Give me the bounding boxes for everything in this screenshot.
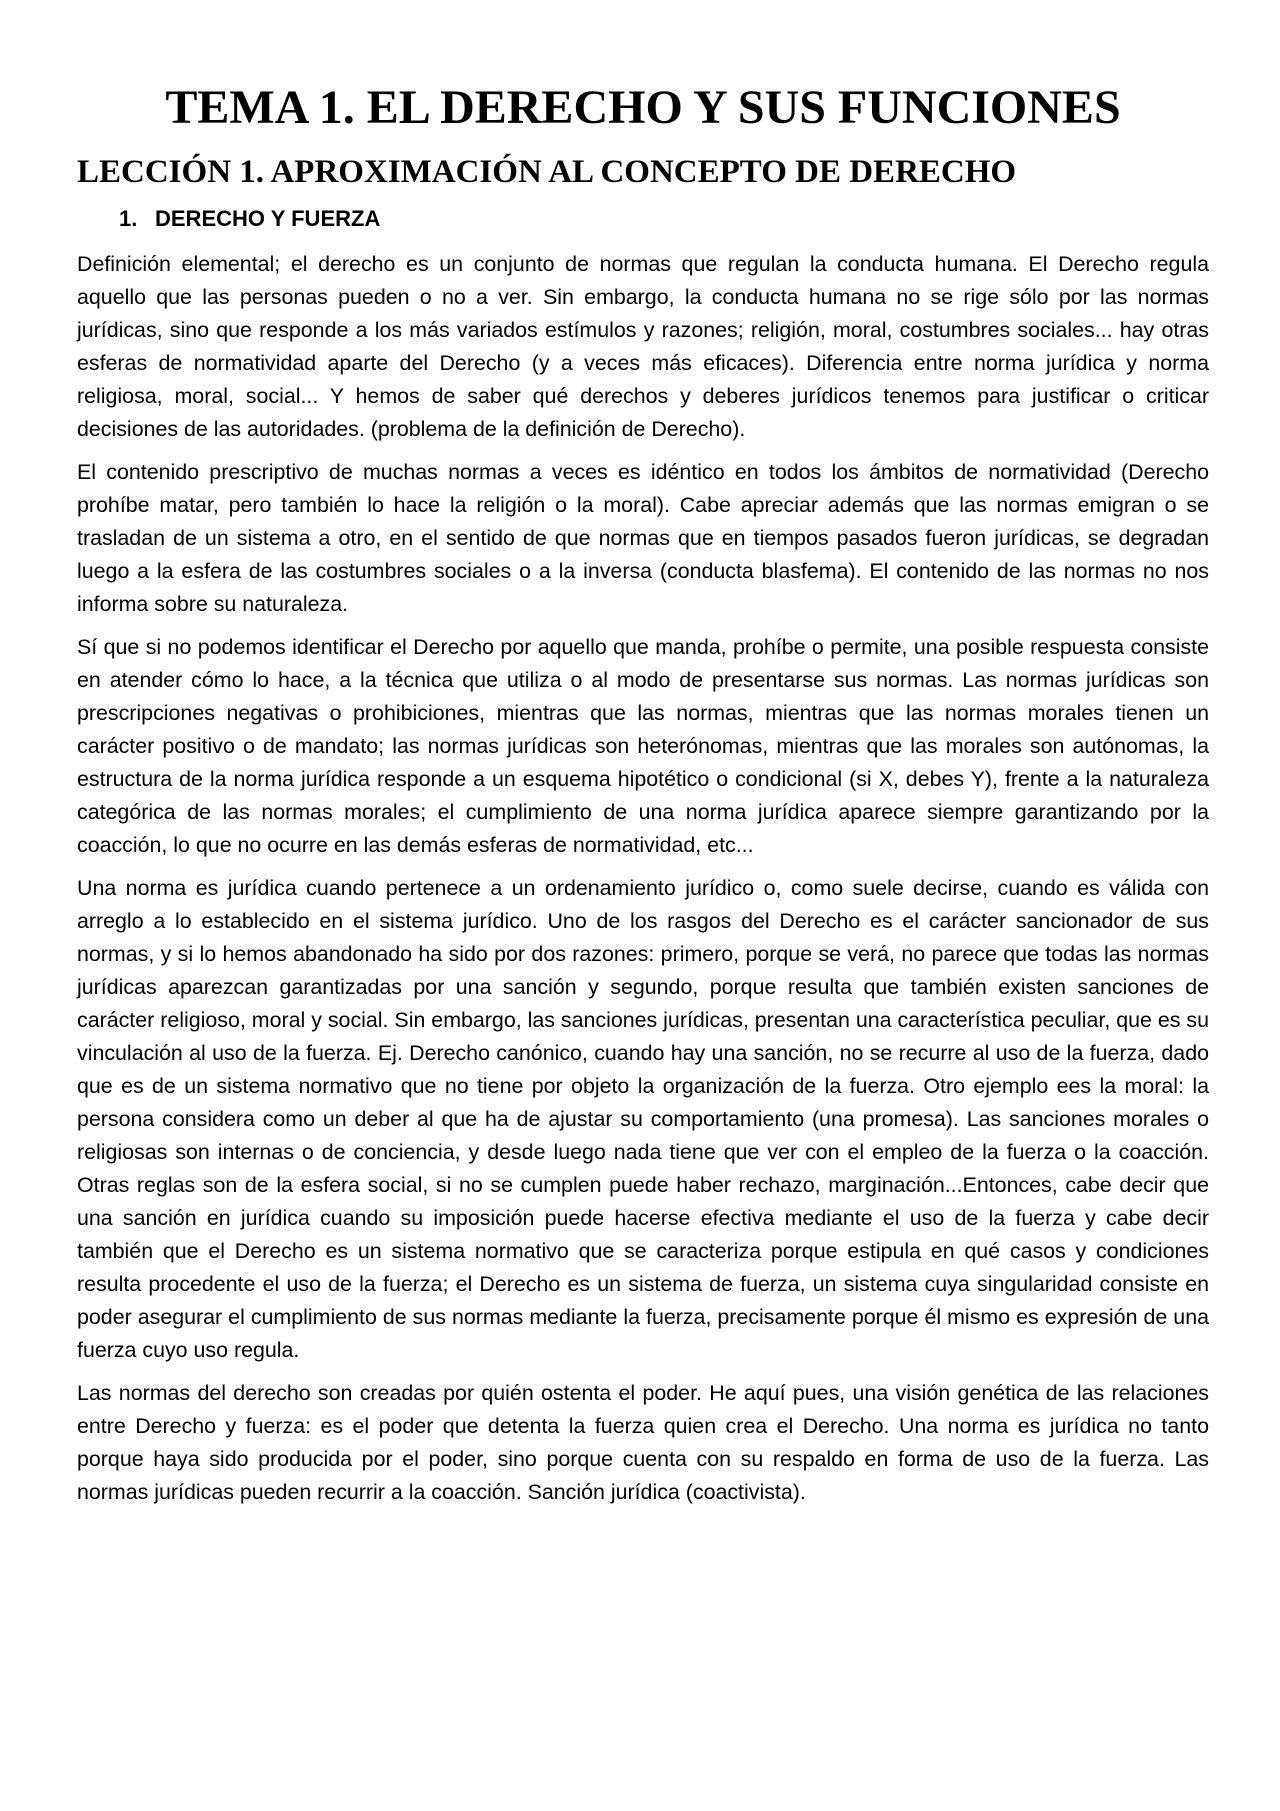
- body-paragraph: Definición elemental; el derecho es un conjunto de normas que regulan la conducta humana. El Derecho regula aquello que las personas pueden o no a ver. Sin embargo, la conducta humana no se rige sólo por las normas jurídicas, sino que responde a los más variados estímulos y razones; religión, moral, costumbres sociales... hay otras esferas de normatividad aparte del Derecho (y a veces más eficaces). Diferencia entre norma jurídica y norma religiosa, moral, social... Y hemos de saber qué derechos y deberes jurídicos tenemos para justificar o criticar decisiones de las autoridades. (problema de la definición de Derecho).: [77, 252, 1209, 441]
- body-paragraph: Una norma es jurídica cuando pertenece a un ordenamiento jurídico o, como suele decirse, cuando es válida con arreglo a lo establecido en el sistema jurídico. Uno de los rasgos del Derecho es el carácter sancionador de sus normas, y si lo hemos abandonado ha sido por dos razones: primero, porque se verá, no parece que todas las normas jurídicas aparezcan garantizadas por una sanción y segundo, porque resulta que también existen sanciones de carácter religioso, moral y social. Sin embargo, las sanciones jurídicas, presentan una característica peculiar, que es su vinculación al uso de la fuerza. Ej. Derecho canónico, cuando hay una sanción, no se recurre al uso de la fuerza, dado que es de un sistema normativo que no tiene por objeto la organización de la fuerza. Otro ejemplo ees la moral: la persona considera como un deber al que ha de ajustar su comportamiento (una promesa). Las sanciones morales o religiosas son internas o de conciencia, y desde luego nada tiene que ver con el empleo de la fuerza o la coacción. Otras reglas son de la esfera social, si no se cumplen puede haber rechazo, marginación...Entonces, cabe decir que una sanción en jurídica cuando su imposición puede hacerse efectiva mediante el uso de la fuerza y cabe decir también que el Derecho es un sistema normativo que se caracteriza porque estipula en qué casos y condiciones resulta procedente el uso de la fuerza; el Derecho es un sistema de fuerza, un sistema cuya singularidad consiste en poder asegurar el cumplimiento de sus normas mediante la fuerza, precisamente porque él mismo es expresión de una fuerza cuyo uso regula.: [77, 876, 1209, 1362]
- body-paragraph: Sí que si no podemos identificar el Derecho por aquello que manda, prohíbe o permite, una posible respuesta consiste en atender cómo lo hace, a la técnica que utiliza o al modo de presentarse sus normas. Las normas jurídicas son prescripciones negativas o prohibiciones, mientras que las normas, mientras que las normas morales tienen un carácter positivo o de mandato; las normas jurídicas son heterónomas, mientras que las morales son autónomas, la estructura de la norma jurídica responde a un esquema hipotético o condicional (si X, debes Y), frente a la naturaleza categórica de las normas morales; el cumplimiento de una norma jurídica aparece siempre garantizando por la coacción, lo que no ocurre en las demás esferas de normatividad, etc...: [77, 635, 1209, 857]
- section-number: 1.: [119, 206, 138, 231]
- section-heading: [77, 204, 1209, 234]
- body-paragraph: El contenido prescriptivo de muchas normas a veces es idéntico en todos los ámbitos de normatividad (Derecho prohíbe matar, pero también lo hace la religión o la moral). Cabe apreciar además que las normas emigran o se trasladan de un sistema a otro, en el sentido de que normas que en tiempos pasados fueron jurídicas, se degradan luego a la esfera de las costumbres sociales o a la inversa (conducta blasfema). El contenido de las normas no nos informa sobre su naturaleza.: [77, 460, 1209, 616]
- lesson-title: LECCIÓN 1. APROXIMACIÓN AL CONCEPTO DE DERECHO: [77, 154, 1017, 190]
- body-paragraph: Las normas del derecho son creadas por quién ostenta el poder. He aquí pues, una visión genética de las relaciones entre Derecho y fuerza: es el poder que detenta la fuerza quien crea el Derecho. Una norma es jurídica no tanto porque haya sido producida por el poder, sino porque cuenta con su respaldo en forma de uso de la fuerza. Las normas jurídicas pueden recurrir a la coacción. Sanción jurídica (coactivista).: [77, 1381, 1209, 1504]
- document-title: TEMA 1. EL DERECHO Y SUS FUNCIONES: [165, 81, 1121, 134]
- section-heading-text: DERECHO Y FUERZA: [155, 206, 381, 231]
